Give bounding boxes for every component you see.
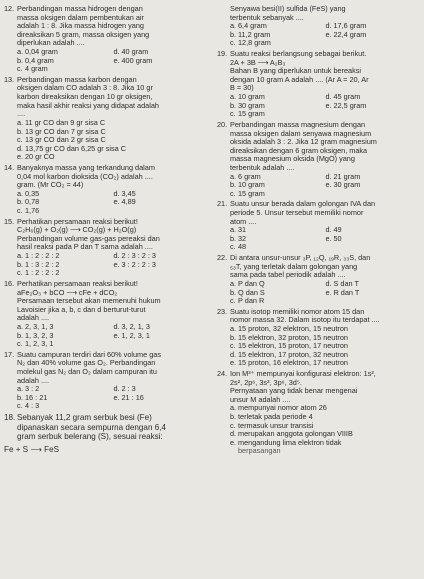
option-e[interactable]: e. R dan T	[325, 287, 360, 297]
option-a[interactable]: a. 3 : 2	[17, 384, 40, 394]
answer-options	[17, 190, 210, 216]
question-text: Perbandingan volume gas-gas pereaksi dan	[17, 233, 160, 243]
question-text: unsur M adalah ....	[230, 394, 291, 404]
reaction-equation: C₂H₆(g) + O₂(g) ⟶ CO₂(g) + H₂O(g)	[17, 225, 137, 235]
question-text: Bahan B yang diperlukan untuk bereaksi	[230, 66, 362, 76]
question-text: gram. (Mr CO₂ = 44)	[17, 180, 84, 190]
option-d[interactable]: d. 21 gram	[325, 171, 361, 181]
question-text: diperlukan adalah ....	[17, 38, 85, 48]
option-a[interactable]: a. 0,35	[17, 188, 40, 198]
question-24	[217, 370, 421, 456]
option-b[interactable]: b. 10 gram	[230, 180, 265, 190]
question-text: direaksikan dengan 6 gram oksigen, maka	[230, 145, 368, 155]
question-text: gram serbuk belerang (S), sesuai reaksi:	[17, 432, 163, 442]
option-d[interactable]: d. 13,75 gr CO dan 6,25 gr sisa C	[17, 143, 126, 153]
question-text: Perhatikan persamaan reaksi berikut!	[17, 216, 138, 226]
option-a[interactable]: a. 1 : 2 : 2 : 2	[17, 251, 60, 261]
option-a[interactable]: a. 6,4 gram	[230, 21, 267, 31]
option-a[interactable]: a. 6 gram	[230, 171, 261, 181]
question-text: Perhatikan persamaan reaksi berikut!	[17, 278, 138, 288]
option-d[interactable]: d. 2 : 3 : 2 : 3	[113, 251, 156, 261]
question-text: oksigen dalam CO adalah 3 : 8. Jika 10 gr	[17, 83, 153, 93]
question-text: Suatu reaksi berlangsung sebagai berikut.	[230, 49, 367, 59]
option-e[interactable]: e. 50	[325, 233, 342, 243]
option-b[interactable]: b. 11,2 gram	[230, 29, 271, 39]
answer-options	[17, 385, 210, 411]
option-c[interactable]: c. 15 gram	[230, 188, 265, 198]
answer-options	[17, 48, 210, 74]
question-number: 19.	[217, 49, 228, 59]
option-d[interactable]: d. 49	[325, 225, 342, 235]
question-text: Di antara unsur-unsur ₃P, ₁₂Q, ₁₉R, ₃₃S, dan	[230, 253, 371, 263]
question-21	[217, 200, 421, 252]
question-15	[4, 218, 210, 278]
option-c[interactable]: c. 1,76	[17, 206, 40, 216]
option-d[interactable]: d. 2 : 3	[113, 384, 136, 394]
reaction-equation: aFe₂O₃ + bCO ⟶ cFe + dCO₂	[17, 287, 118, 297]
question-text: Suatu isotop memiliki nomor atom 15 dan	[230, 306, 365, 316]
option-e[interactable]: e. 22,5 gram	[325, 100, 367, 110]
question-18-continued	[217, 5, 421, 48]
option-a[interactable]: a. 10 gram	[230, 92, 265, 102]
question-text: Sebanyak 11,2 gram serbuk besi (Fe)	[17, 413, 152, 423]
answer-options	[230, 226, 421, 252]
option-d[interactable]: d. merupakan anggota golongan VIIIB	[230, 429, 353, 439]
option-e[interactable]: e. 400 gram	[113, 55, 153, 65]
question-12	[4, 5, 210, 74]
option-a[interactable]: a. 31	[230, 225, 247, 235]
option-e[interactable]: e. 1, 2, 3, 1	[113, 330, 150, 340]
question-text: terbentuk sebanyak ....	[230, 12, 304, 22]
question-number: 18.	[4, 413, 16, 423]
option-a[interactable]: a. P dan Q	[230, 278, 265, 288]
option-b[interactable]: b. 1 : 3 : 2 : 2	[17, 259, 60, 269]
question-text: adalah ....	[17, 375, 50, 385]
question-text: Persamaan tersebut akan memenuhi hukum	[17, 296, 161, 306]
question-number: 20.	[217, 119, 228, 129]
question-text: B = 30)	[230, 83, 254, 93]
question-text: ....	[17, 109, 26, 119]
question-text: Suatu unsur berada dalam golongan IVA dan	[230, 199, 376, 209]
question-text: dipanaskan secara sempurna dengan 6,4	[17, 422, 166, 432]
question-16	[4, 280, 210, 349]
question-number: 16.	[4, 278, 15, 288]
question-text: Lavoisier jika a, b, c dan d berturut-turut	[17, 304, 146, 314]
question-text: 2s², 2p⁶, 3s², 3p⁶, 3d⁵.	[230, 377, 302, 387]
option-b[interactable]: b. 32	[230, 233, 247, 243]
option-b[interactable]: b. 1, 3, 2, 3	[17, 330, 54, 340]
question-number: 21.	[217, 199, 228, 209]
option-b[interactable]: b. 0,78	[17, 197, 40, 207]
question-text: maka hasil akhir reaksi yang didapat adalah	[17, 100, 159, 110]
question-text: massa oksigen dalam senyawa magnesium	[230, 128, 372, 138]
left-column	[4, 5, 210, 456]
option-c[interactable]: c. P dan R	[230, 296, 265, 306]
answer-options	[17, 252, 210, 278]
question-text: Perbandingan massa karbon dengan	[17, 74, 137, 84]
right-column	[217, 5, 421, 458]
option-e[interactable]: e. 20 gr CO	[17, 152, 55, 162]
question-text: nomor massa 32. Dalam isotop itu terdapat ....	[230, 315, 380, 325]
question-text: Perbandingan massa hidrogen dengan	[17, 4, 143, 13]
question-text: terbentuk adalah ....	[230, 162, 295, 172]
option-d[interactable]: d. 40 gram	[113, 47, 149, 57]
question-text: hasil reaksi pada P dan T sama adalah ....	[17, 242, 153, 252]
question-text: Suatu campuran terdiri dari 60% volume gas	[17, 349, 161, 359]
question-18	[4, 413, 210, 454]
question-text: Pernyataan yang tidak benar mengenai	[230, 386, 358, 396]
question-number: 13.	[4, 74, 15, 84]
reaction-equation: Fe + S ⟶ FeS	[4, 444, 60, 454]
option-d[interactable]: d. 45 gram	[325, 92, 361, 102]
option-d[interactable]: d. 3, 2, 1, 3	[113, 321, 150, 331]
question-text: adalah ....	[17, 313, 50, 323]
question-text: karbon direaksikan dengan 10 gr oksigen,	[17, 92, 153, 102]
question-text: N₂ dan 40% volume gas O₂. Perbandingan	[17, 358, 156, 368]
question-text: Perbandingan massa magnesium dengan	[230, 119, 366, 129]
option-b[interactable]: b. 15 elektron, 32 proton, 15 neutron	[230, 332, 348, 342]
option-b[interactable]: b. terletak pada periode 4	[230, 412, 313, 422]
question-text: periode 5. Unsur tersebut memiliki nomor	[230, 208, 364, 218]
question-number: 24.	[217, 368, 228, 378]
option-c[interactable]: c. 4 : 3	[17, 401, 40, 411]
answer-options	[230, 22, 421, 48]
answer-options	[230, 93, 421, 119]
answer-options	[230, 280, 421, 306]
question-22	[217, 254, 421, 306]
question-number: 23.	[217, 306, 228, 316]
question-17	[4, 351, 210, 411]
question-text: massa magnesium oksida (MgO) yang	[230, 154, 355, 164]
option-d[interactable]: d. 15 elektron, 17 proton, 32 neutron	[230, 349, 348, 359]
question-number: 14.	[4, 162, 15, 172]
question-13	[4, 76, 210, 162]
option-d[interactable]: d. 17,6 gram	[325, 21, 367, 31]
question-23	[217, 308, 421, 368]
question-text: massa oksigen dalam pembentukan air	[17, 12, 144, 22]
option-d[interactable]: d. 3,45	[113, 188, 136, 198]
question-20	[217, 121, 421, 198]
option-e[interactable]: e. 15 proton, 16 elektron, 17 neutron	[230, 358, 348, 368]
question-text: sama pada tabel periodik adalah ....	[230, 270, 346, 280]
question-number: 15.	[4, 216, 15, 226]
option-e[interactable]: e. mengandung lima elektron tidak	[230, 437, 342, 447]
option-e[interactable]: e. 4,89	[113, 197, 136, 207]
option-b[interactable]: b. 30 gram	[230, 100, 265, 110]
question-text: oksida adalah 3 : 2. Jika 12 gram magnesium	[230, 137, 377, 147]
option-c[interactable]: c. 1, 2, 3, 1	[17, 339, 54, 349]
option-b[interactable]: b. 16 : 21	[17, 392, 48, 402]
option-a[interactable]: a. 2, 3, 1, 3	[17, 321, 54, 331]
option-e[interactable]: e. 30 gram	[325, 180, 361, 190]
question-19	[217, 50, 421, 119]
option-c[interactable]: c. 12,8 gram	[230, 38, 271, 48]
reaction-equation: 2A + 3B ⟶ A₂B₃	[230, 57, 286, 67]
question-text: molekul gas N₂ dan O₂ dalam campuran itu	[17, 366, 157, 376]
option-e-continued: berpasangan	[238, 446, 281, 456]
option-c[interactable]: c. termasuk unsur transisi	[230, 420, 314, 430]
option-b[interactable]: b. 13 gr CO dan 7 gr sisa C	[17, 126, 106, 136]
question-text: dengan 10 gram A adalah .... (Ar A = 20, Ar	[230, 74, 369, 84]
question-number: 12.	[4, 4, 15, 13]
answer-options	[17, 323, 210, 349]
option-e[interactable]: e. 21 : 16	[113, 392, 144, 402]
option-c[interactable]: c. 48	[230, 242, 247, 252]
question-text: 0,04 mol karbon dioksida (CO₂) adalah ....	[17, 171, 153, 181]
question-text: direaksikan 5 gram, massa oksigen yang	[17, 29, 150, 39]
question-number: 22.	[217, 253, 228, 263]
question-text: ₅₃T, yang terletak dalam golongan yang	[230, 261, 358, 271]
option-b[interactable]: b. Q dan S	[230, 287, 265, 297]
option-c[interactable]: c. 15 elektron, 15 proton, 17 neutron	[230, 341, 348, 351]
question-text: Banyaknya massa yang terkandung dalam	[17, 162, 155, 172]
question-number: 17.	[4, 349, 15, 359]
option-a[interactable]: a. 11 gr CO dan 9 gr sisa C	[17, 117, 106, 127]
option-e[interactable]: e. 22,4 gram	[325, 29, 367, 39]
option-a[interactable]: a. 0,04 gram	[17, 47, 58, 57]
question-text: adalah 1 : 8. Jika massa hidrogen yang	[17, 21, 144, 31]
option-c[interactable]: c. 15 gram	[230, 109, 265, 119]
option-c[interactable]: c. 1 : 2 : 2 : 2	[17, 268, 60, 278]
answer-options	[230, 173, 421, 199]
option-b[interactable]: b. 0,4 gram	[17, 55, 54, 65]
option-e[interactable]: e. 3 : 2 : 2 : 3	[113, 259, 156, 269]
option-d[interactable]: d. S dan T	[325, 278, 359, 288]
option-c[interactable]: c. 4 gram	[17, 64, 48, 74]
option-c[interactable]: c. 13 gr CO dan 2 gr sisa C	[17, 135, 106, 145]
question-14	[4, 164, 210, 216]
question-text: atom ....	[230, 216, 257, 226]
question-text: Ion M³⁺ mempunyai konfigurasi elektron: 1s²,	[230, 368, 376, 378]
option-a[interactable]: a. 15 proton, 32 elektron, 15 neutron	[230, 323, 348, 333]
question-text: Senyawa besi(II) sulfida (FeS) yang	[230, 4, 346, 13]
option-a[interactable]: a. mempunyai nomor atom 26	[230, 403, 327, 413]
